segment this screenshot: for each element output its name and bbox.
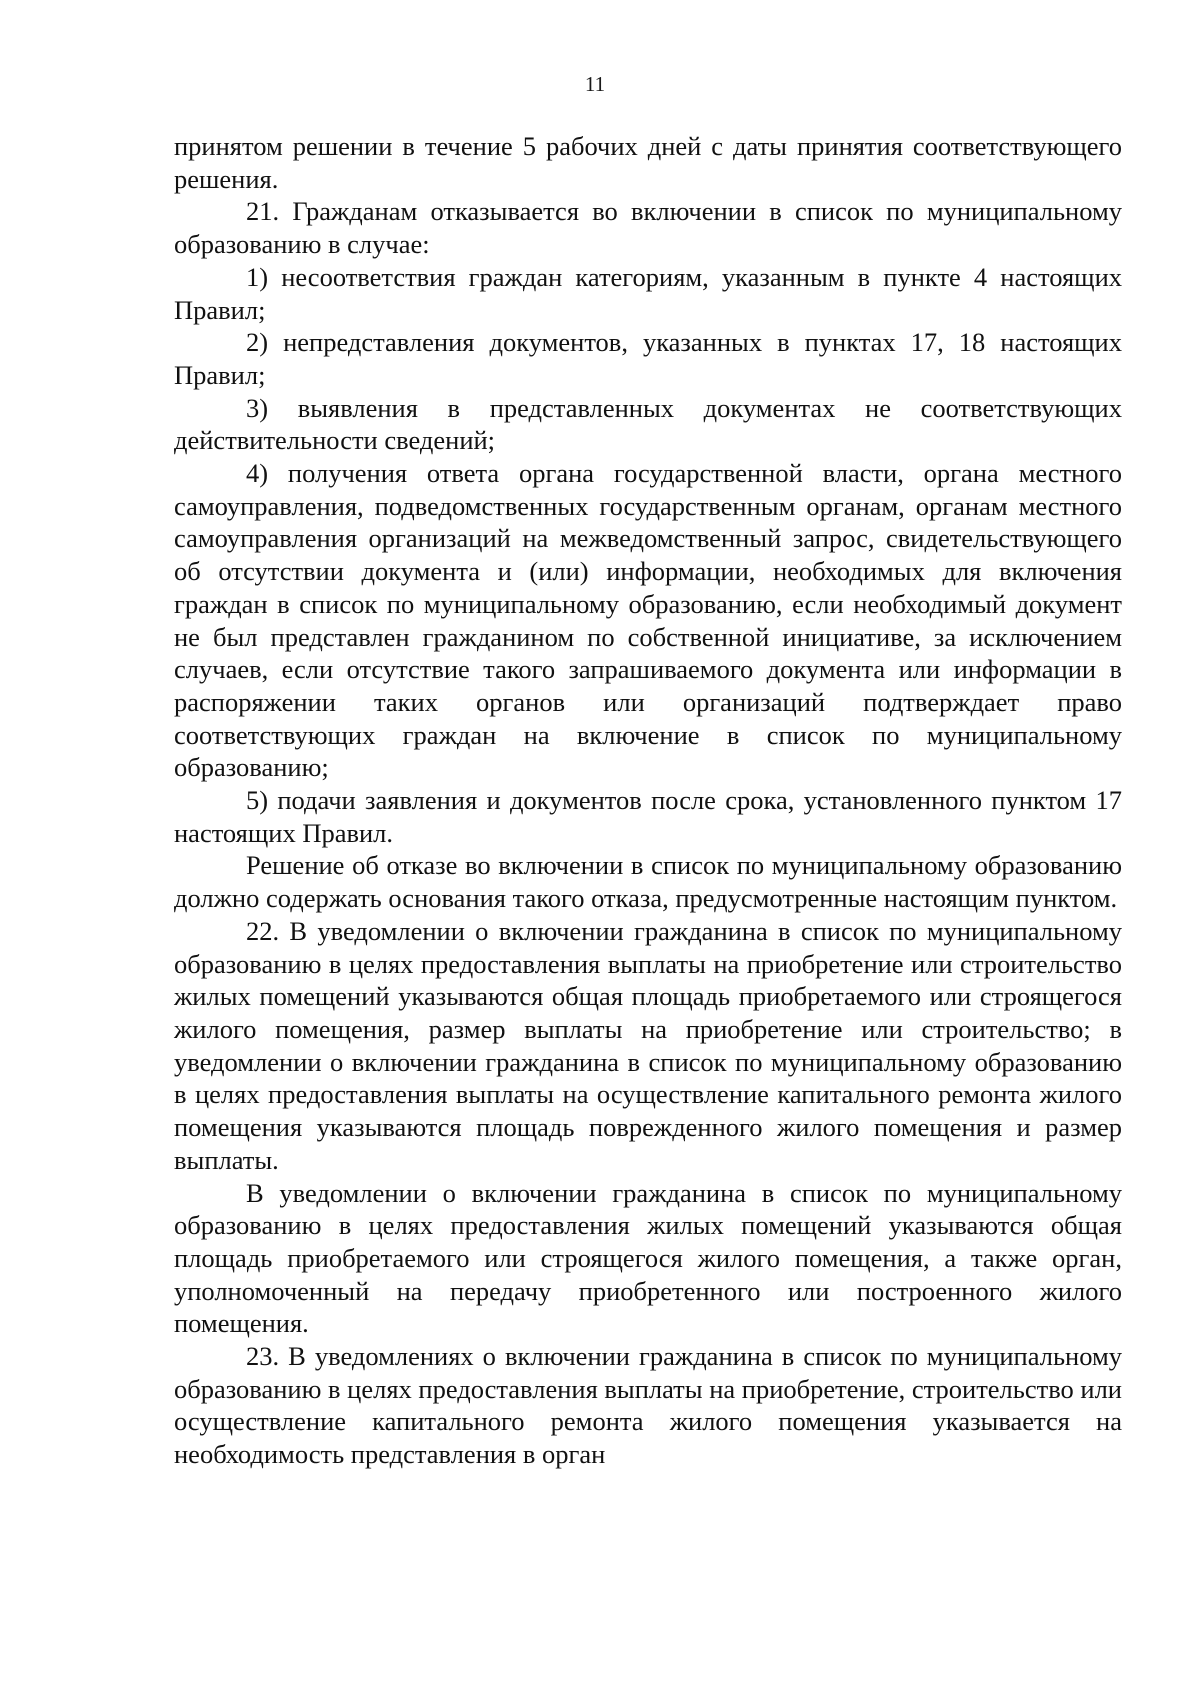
paragraph-notification-housing: В уведомлении о включении гражданина в список по муниципальному образованию в целях предоставления жилых помещений указываются общая площадь приобретаемого или строящегося жилого помещения, а также орган, уполномоченный на передачу приобретенного или построенного жилого помещения. [174,1177,1122,1339]
paragraph-item-23: 23. В уведомлениях о включении гражданина в список по муниципальному образованию в целях предоставления выплаты на приобретение, строительство или осуществление капитального ремонта жилого помещения указывается на необходимость представления в орган [174,1341,1122,1470]
paragraph-subitem-4: 4) получения ответа органа государственной власти, органа местного самоуправления, подведомственных государственным органам, органам местного самоуправления организаций на межведомственный запрос, свидетельствующего об отсутствии документа и (или) информации, необходимых для включения граждан в список по муниципальному образованию, если необходимый документ не был представлен гражданином по собственной инициативе, за исключением случаев, если отсутствие такого запрашиваемого документа или информации в распоряжении таких органов или организаций подтверждает право соответствующих граждан на включение в список по муниципальному образованию; [174,458,1122,783]
paragraph-subitem-3: 3) выявления в представленных документах не соответствующих действительности сведений; [174,392,1122,456]
paragraph-subitem-1: 1) несоответствия граждан категориям, указанным в пункте 4 настоящих Правил; [174,261,1122,325]
paragraph-continuation: принятом решении в течение 5 рабочих дней с даты принятия соответствующего решения. [174,131,1122,194]
page-number: 11 [584,72,606,96]
paragraph-item-21: 21. Гражданам отказывается во включении в список по муниципальному образованию в случае: [174,196,1122,260]
paragraph-refusal-decision: Решение об отказе во включении в список по муниципальному образованию должно содержать основания такого отказа, предусмотренные настоящим пунктом. [174,850,1122,914]
paragraph-subitem-2: 2) непредставления документов, указанных в пунктах 17, 18 настоящих Правил; [174,327,1122,390]
document-body [174,130,1122,1471]
paragraph-item-22: 22. В уведомлении о включении гражданина в список по муниципальному образованию в целях предоставления выплаты на приобретение или строительство жилых помещений указываются общая площадь приобретаемого или строящегося жилого помещения, размер выплаты на приобретение или строительство; в уведомлении о включении гражданина в список по муниципальному образованию в целях предоставления выплаты на осуществление капитального ремонта жилого помещения указываются площадь поврежденного жилого помещения и размер выплаты. [174,915,1122,1175]
paragraph-subitem-5: 5) подачи заявления и документов после срока, установленного пунктом 17 настоящих Правил. [174,785,1122,848]
